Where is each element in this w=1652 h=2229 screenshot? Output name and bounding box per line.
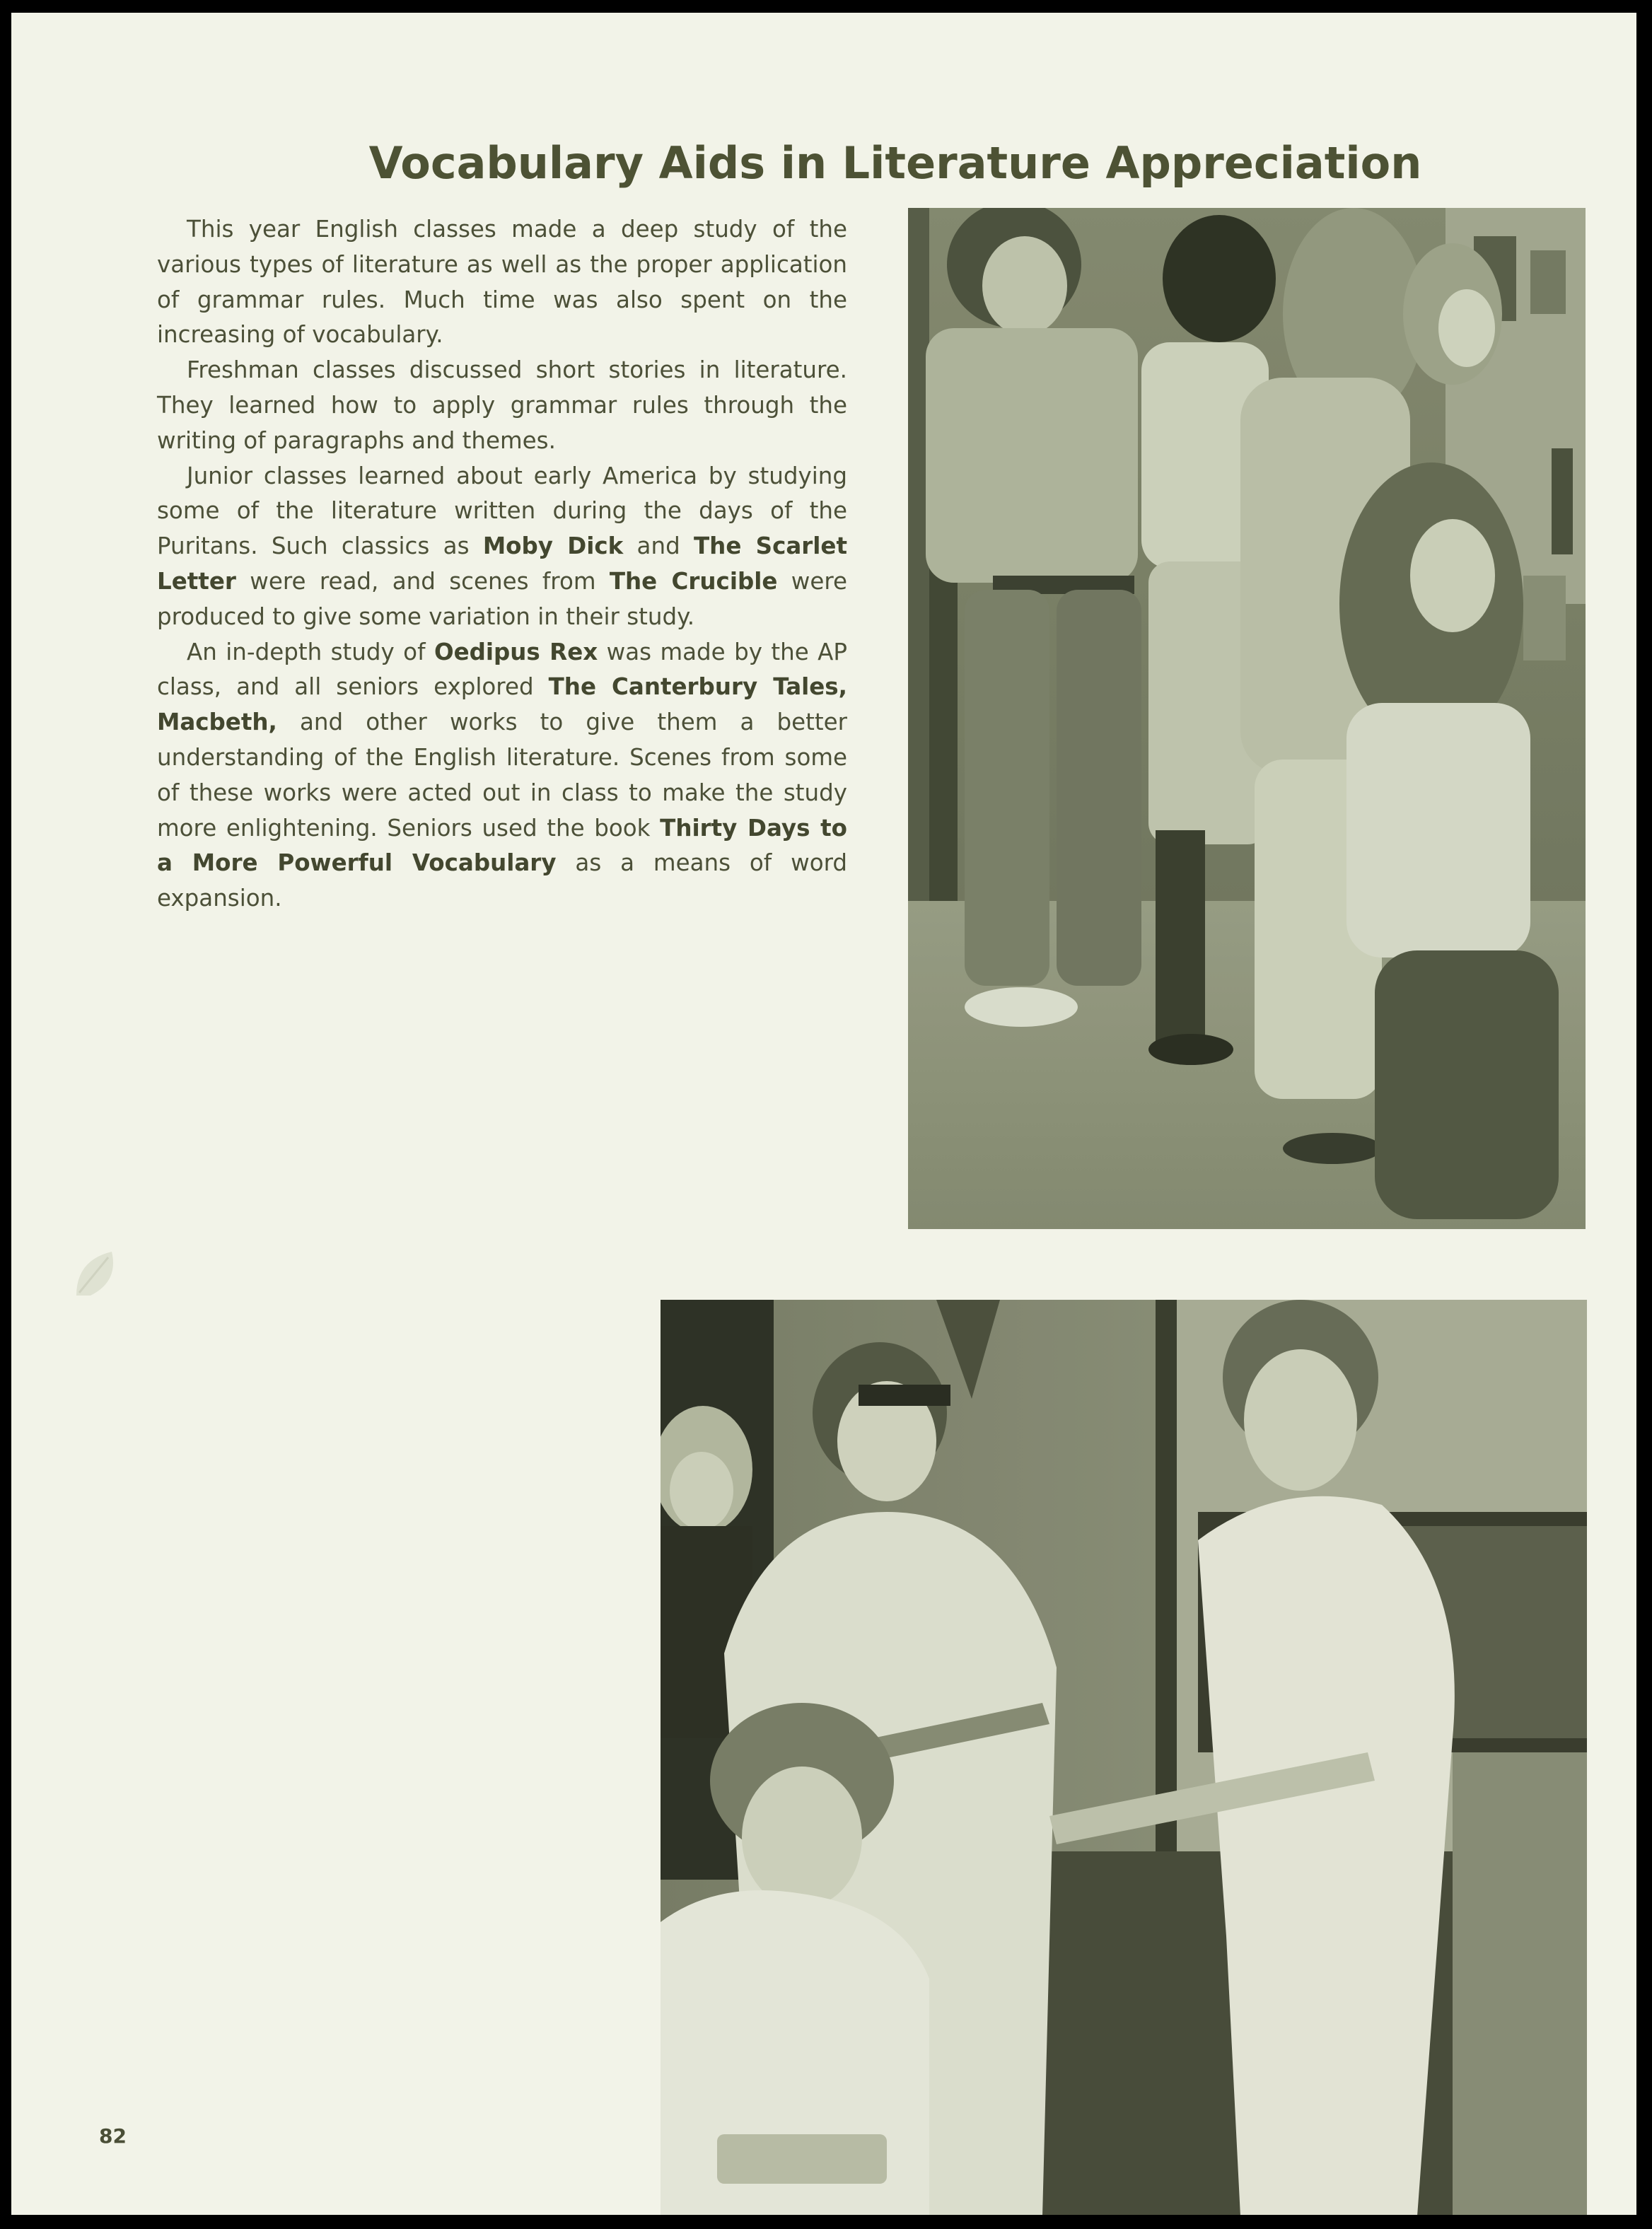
- leaf-icon: [69, 1246, 123, 1303]
- yearbook-page: [11, 13, 1636, 2215]
- paragraph: [157, 635, 847, 916]
- photo-students-acting-scene: [661, 1300, 1587, 2215]
- book-title-canterbury-macbeth: The Canterbury Tales, Macbeth,: [157, 673, 847, 736]
- text-run: and: [623, 532, 694, 560]
- text-run: Freshman classes discussed short stories in literature. They learned how to apply grammar rules through the writing of paragraphs and themes.: [157, 356, 847, 454]
- text-run: were produced to give some variation in their study.: [157, 567, 847, 630]
- paragraph: [157, 353, 847, 458]
- text-run: and other works to give them a better understanding of the English literature. Scenes from some of these works were acted out in class to make the study more enlightening. Seniors used the book: [157, 709, 847, 842]
- photo-students-at-bulletin-board: [908, 208, 1586, 1229]
- book-title-oedipus-rex: Oedipus Rex: [434, 638, 598, 665]
- book-title-scarlet-letter: The Scarlet Letter: [157, 532, 848, 595]
- text-run: was made by the AP class, and all seniors explored: [157, 638, 847, 701]
- text-run: Junior classes learned about early America by studying some of the literature written during the days of the Puritans. Such classics as: [157, 462, 847, 560]
- page-number: 82: [99, 2124, 127, 2148]
- page-title: Vocabulary Aids in Literature Appreciation: [368, 137, 1422, 189]
- paragraph: [157, 459, 847, 635]
- photo-image: [661, 1300, 1587, 2215]
- book-title-moby-dick: Moby Dick: [482, 532, 624, 560]
- photo-image: [908, 208, 1586, 1229]
- book-title-crucible: The Crucible: [609, 567, 778, 595]
- text-run: An in-depth study of: [187, 638, 434, 665]
- text-run: as a means of word expansion.: [157, 849, 847, 912]
- paragraph: [157, 212, 847, 353]
- book-title-thirty-days: Thirty Days to a More Powerful Vocabulary: [157, 814, 847, 877]
- article-body: [157, 212, 847, 916]
- text-run: This year English classes made a deep study of the various types of literature as well as the proper application of grammar rules. Much time was also spent on the increasing of vocabulary.: [157, 216, 847, 349]
- text-run: were read, and scenes from: [235, 567, 610, 595]
